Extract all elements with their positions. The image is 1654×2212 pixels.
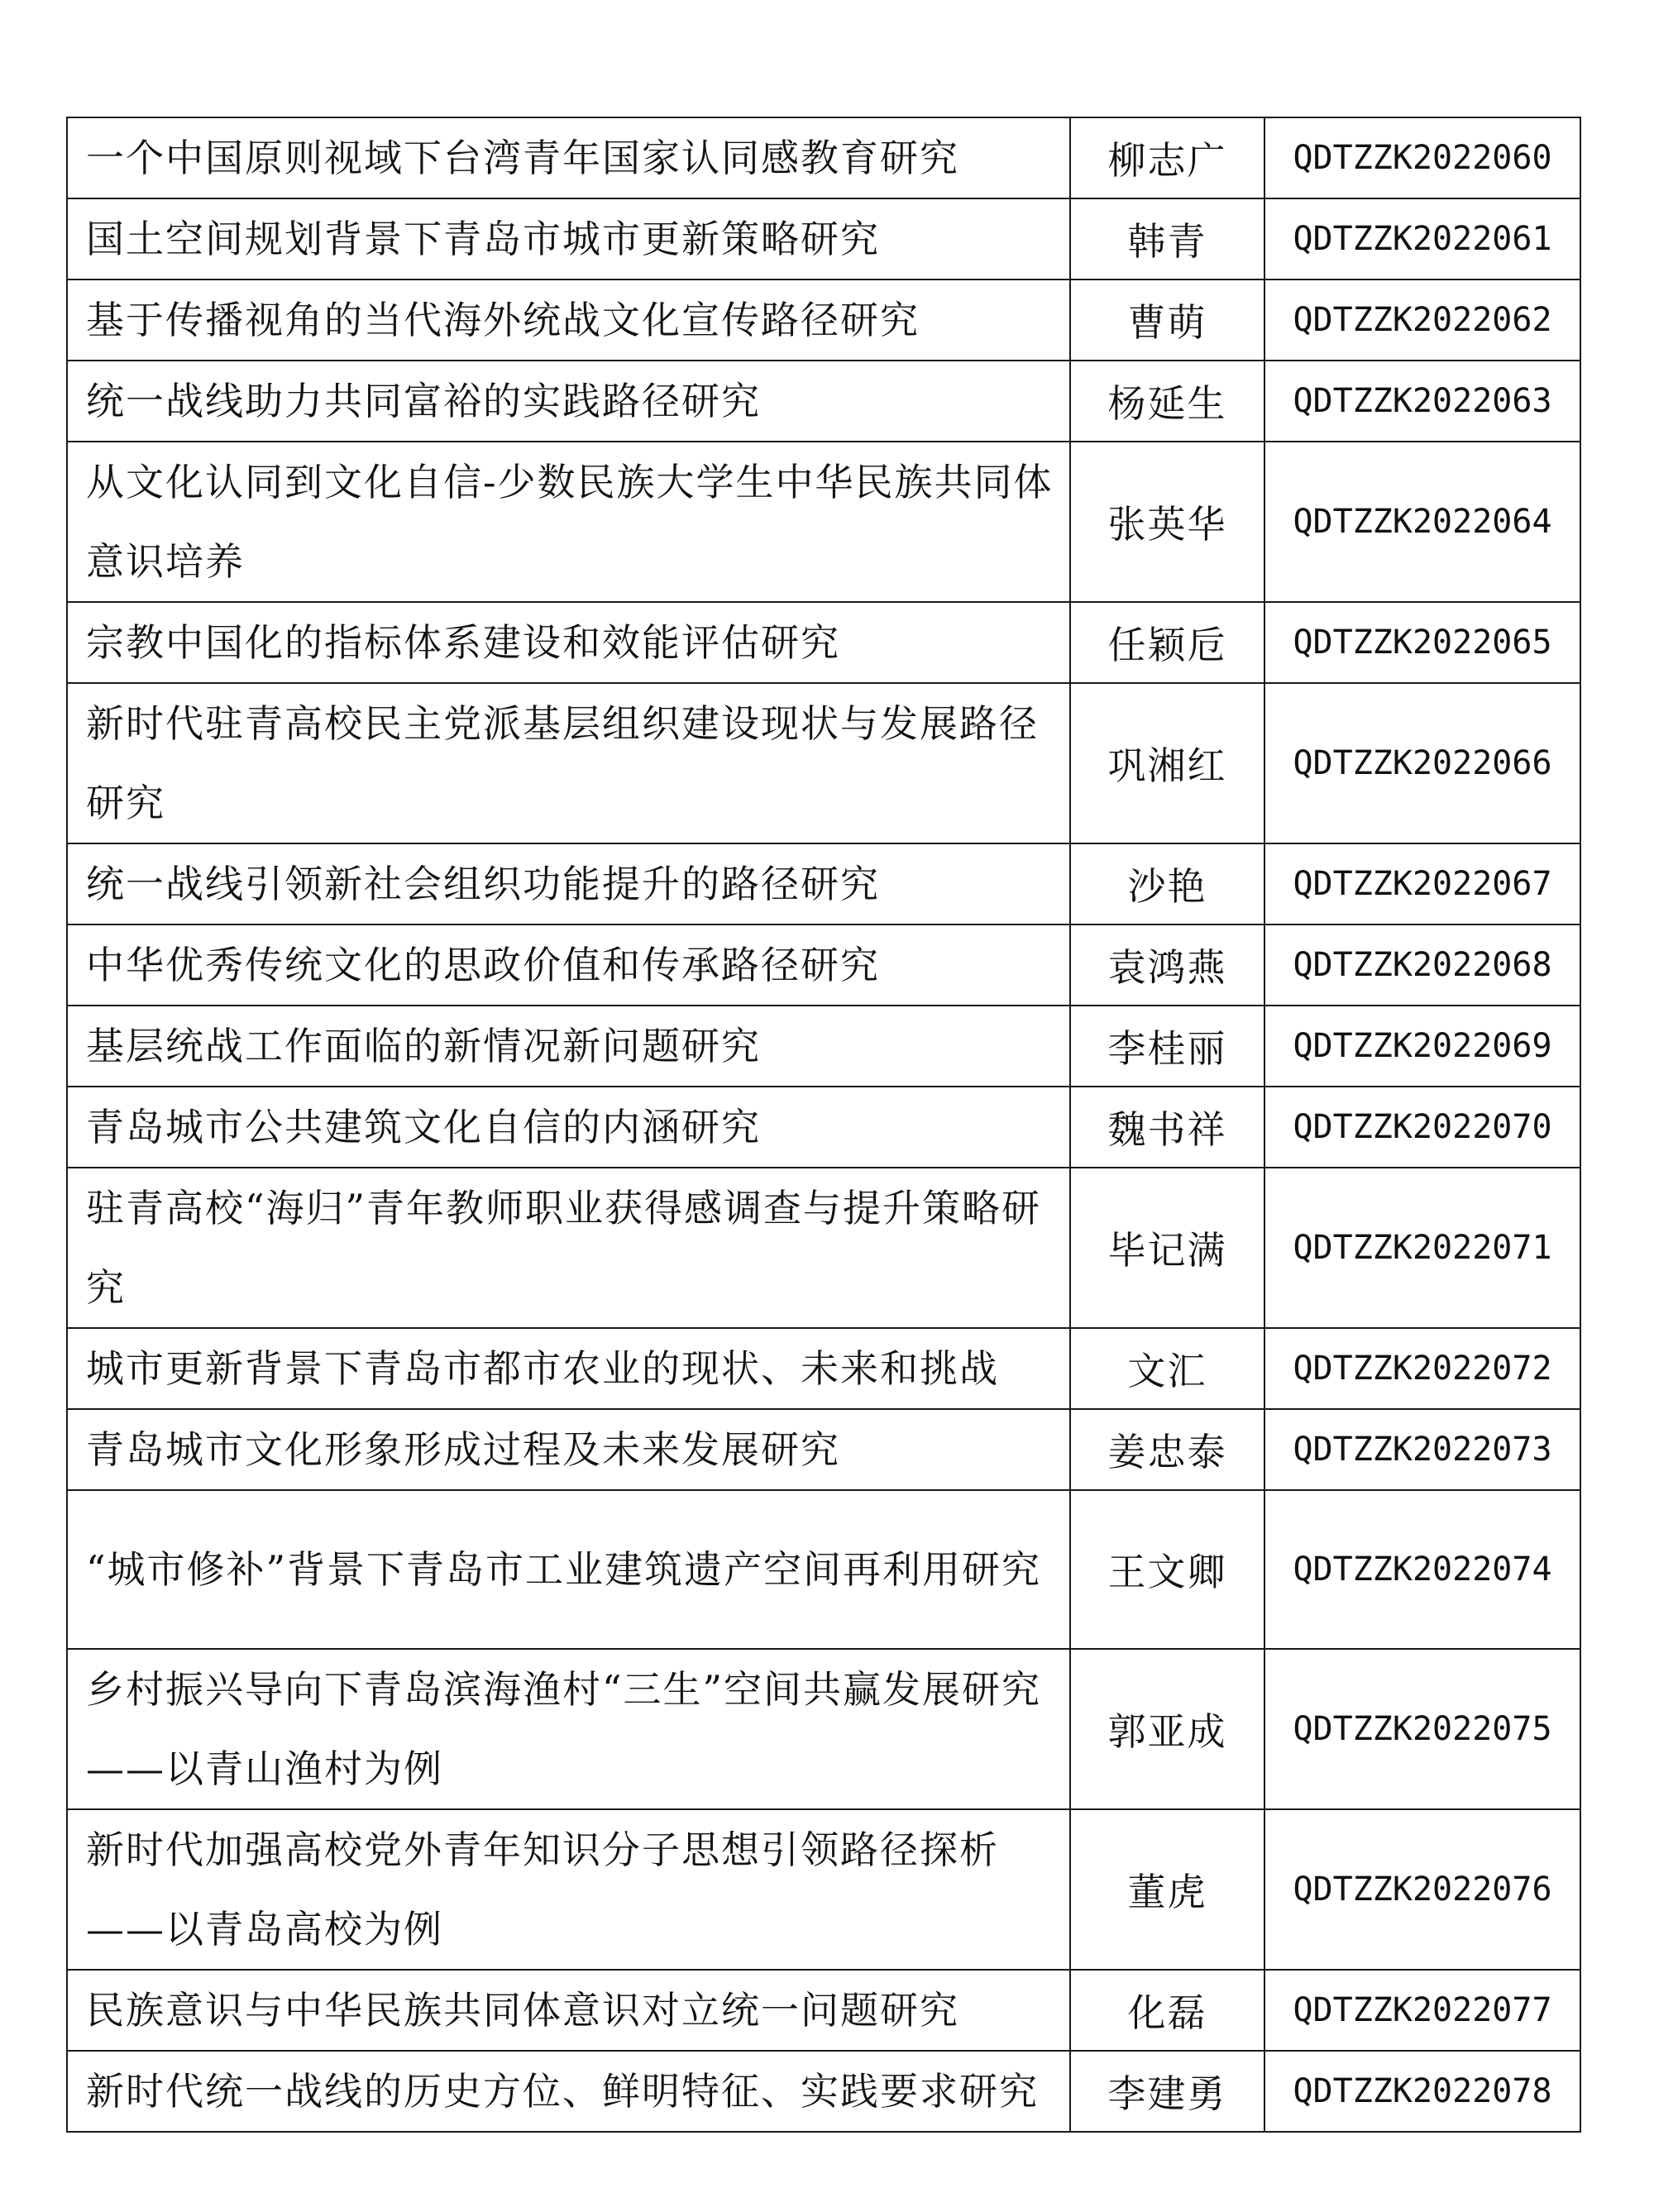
- researcher-name-cell: 韩青: [1070, 198, 1264, 279]
- project-title-cell: 新时代统一战线的历史方位、鲜明特征、实践要求研究: [67, 2051, 1070, 2132]
- project-code-cell: QDTZZK2022072: [1264, 1328, 1580, 1409]
- researcher-name-cell: 化磊: [1070, 1970, 1264, 2051]
- project-code-cell: QDTZZK2022077: [1264, 1970, 1580, 2051]
- project-code-cell: QDTZZK2022075: [1264, 1649, 1580, 1809]
- researcher-name-cell: 郭亚成: [1070, 1649, 1264, 1809]
- project-code-cell: QDTZZK2022062: [1264, 279, 1580, 361]
- researcher-name-cell: 董虎: [1070, 1809, 1264, 1970]
- researcher-name-cell: 李建勇: [1070, 2051, 1264, 2132]
- project-code-cell: QDTZZK2022070: [1264, 1087, 1580, 1168]
- project-table-container: [66, 117, 1580, 2133]
- researcher-name-cell: 文汇: [1070, 1328, 1264, 1409]
- table-row: [67, 1409, 1580, 1490]
- table-row: [67, 1328, 1580, 1409]
- project-title-cell: 统一战线引领新社会组织功能提升的路径研究: [67, 843, 1070, 924]
- researcher-name-cell: 柳志广: [1070, 117, 1264, 198]
- project-title-cell: 新时代驻青高校民主党派基层组织建设现状与发展路径研究: [67, 683, 1070, 843]
- researcher-name-cell: 巩湘红: [1070, 683, 1264, 843]
- project-title-cell: 青岛城市文化形象形成过程及未来发展研究: [67, 1409, 1070, 1490]
- project-title-cell: 国土空间规划背景下青岛市城市更新策略研究: [67, 198, 1070, 279]
- project-title-cell: 中华优秀传统文化的思政价值和传承路径研究: [67, 924, 1070, 1006]
- project-title-cell: 驻青高校“海归”青年教师职业获得感调查与提升策略研究: [67, 1168, 1070, 1328]
- project-code-cell: QDTZZK2022078: [1264, 2051, 1580, 2132]
- project-code-cell: QDTZZK2022063: [1264, 361, 1580, 442]
- project-code-cell: QDTZZK2022060: [1264, 117, 1580, 198]
- researcher-name-cell: 袁鸿燕: [1070, 924, 1264, 1006]
- table-row: [67, 924, 1580, 1006]
- table-row: [67, 1970, 1580, 2051]
- table-row: [67, 1490, 1580, 1649]
- table-row: [67, 1087, 1580, 1168]
- project-title-cell: 统一战线助力共同富裕的实践路径研究: [67, 361, 1070, 442]
- project-code-cell: QDTZZK2022074: [1264, 1490, 1580, 1649]
- table-row: [67, 198, 1580, 279]
- project-code-cell: QDTZZK2022076: [1264, 1809, 1580, 1970]
- project-title-cell: 一个中国原则视域下台湾青年国家认同感教育研究: [67, 117, 1070, 198]
- project-code-cell: QDTZZK2022068: [1264, 924, 1580, 1006]
- project-code-cell: QDTZZK2022064: [1264, 442, 1580, 602]
- project-table: [66, 117, 1581, 2133]
- project-title-cell: 乡村振兴导向下青岛滨海渔村“三生”空间共赢发展研究——以青山渔村为例: [67, 1649, 1070, 1809]
- project-code-cell: QDTZZK2022066: [1264, 683, 1580, 843]
- project-code-cell: QDTZZK2022069: [1264, 1006, 1580, 1087]
- table-row: [67, 117, 1580, 198]
- researcher-name-cell: 沙艳: [1070, 843, 1264, 924]
- researcher-name-cell: 李桂丽: [1070, 1006, 1264, 1087]
- researcher-name-cell: 杨延生: [1070, 361, 1264, 442]
- project-code-cell: QDTZZK2022071: [1264, 1168, 1580, 1328]
- project-title-cell: 从文化认同到文化自信-少数民族大学生中华民族共同体意识培养: [67, 442, 1070, 602]
- researcher-name-cell: 姜忠泰: [1070, 1409, 1264, 1490]
- project-code-cell: QDTZZK2022073: [1264, 1409, 1580, 1490]
- project-title-cell: 青岛城市公共建筑文化自信的内涵研究: [67, 1087, 1070, 1168]
- project-title-cell: 基层统战工作面临的新情况新问题研究: [67, 1006, 1070, 1087]
- table-row: [67, 1006, 1580, 1087]
- project-title-cell: 基于传播视角的当代海外统战文化宣传路径研究: [67, 279, 1070, 361]
- researcher-name-cell: 王文卿: [1070, 1490, 1264, 1649]
- project-title-cell: 新时代加强高校党外青年知识分子思想引领路径探析——以青岛高校为例: [67, 1809, 1070, 1970]
- researcher-name-cell: 张英华: [1070, 442, 1264, 602]
- table-row: [67, 1809, 1580, 1970]
- project-title-cell: “城市修补”背景下青岛市工业建筑遗产空间再利用研究: [67, 1490, 1070, 1649]
- researcher-name-cell: 任颖卮: [1070, 602, 1264, 683]
- project-title-cell: 宗教中国化的指标体系建设和效能评估研究: [67, 602, 1070, 683]
- table-row: [67, 683, 1580, 843]
- table-row: [67, 361, 1580, 442]
- table-row: [67, 279, 1580, 361]
- project-code-cell: QDTZZK2022067: [1264, 843, 1580, 924]
- researcher-name-cell: 毕记满: [1070, 1168, 1264, 1328]
- project-code-cell: QDTZZK2022065: [1264, 602, 1580, 683]
- table-row: [67, 1649, 1580, 1809]
- table-row: [67, 2051, 1580, 2132]
- table-row: [67, 1168, 1580, 1328]
- researcher-name-cell: 魏书祥: [1070, 1087, 1264, 1168]
- table-row: [67, 602, 1580, 683]
- researcher-name-cell: 曹萌: [1070, 279, 1264, 361]
- project-code-cell: QDTZZK2022061: [1264, 198, 1580, 279]
- table-row: [67, 843, 1580, 924]
- table-row: [67, 442, 1580, 602]
- project-title-cell: 城市更新背景下青岛市都市农业的现状、未来和挑战: [67, 1328, 1070, 1409]
- project-title-cell: 民族意识与中华民族共同体意识对立统一问题研究: [67, 1970, 1070, 2051]
